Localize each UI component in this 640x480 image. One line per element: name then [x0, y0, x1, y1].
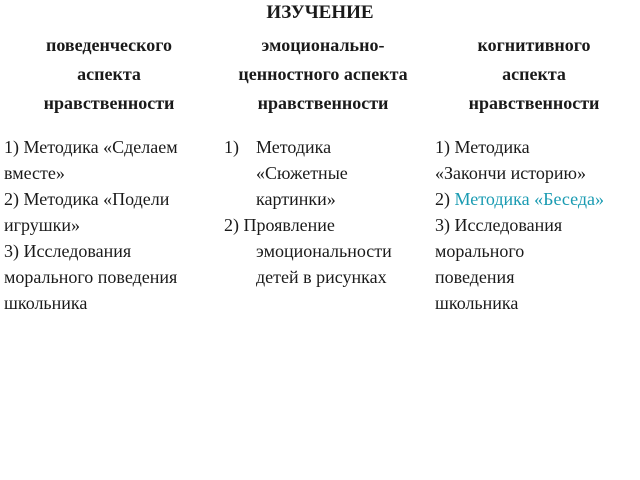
column-body-cognitive: [435, 134, 640, 316]
header-line: когнитивного: [477, 35, 591, 55]
column-body-emotional: [224, 134, 424, 290]
method-line: вместе»: [4, 163, 65, 183]
method-line: 2) Проявление: [224, 215, 335, 235]
method-line: [435, 186, 640, 212]
method-line: 1) Методика: [435, 137, 530, 157]
method-line: картинки»: [256, 189, 336, 209]
list-number: 1): [224, 137, 239, 157]
header-line: аспекта: [77, 64, 141, 84]
highlighted-method-link[interactable]: Методика «Беседа»: [454, 189, 605, 209]
method-line: детей в рисунках: [256, 267, 387, 287]
header-line: нравственности: [468, 93, 600, 113]
header-line: эмоционально-: [261, 35, 385, 55]
column-header-cognitive: [428, 31, 640, 118]
method-line: школьника: [4, 293, 88, 313]
method-text: Методика: [256, 137, 332, 157]
header-line: нравственности: [43, 93, 175, 113]
list-number: 2): [435, 189, 455, 209]
method-line: [224, 134, 424, 160]
column-header-behavioral: [0, 31, 218, 118]
method-line: 1) Методика «Сделаем: [4, 137, 178, 157]
method-line: школьника: [435, 293, 519, 313]
method-line: 3) Исследования: [4, 241, 132, 261]
method-line: поведения: [435, 267, 515, 287]
column-body-behavioral: [4, 134, 216, 316]
header-line: нравственности: [257, 93, 389, 113]
method-line: 2) Методика «Подели: [4, 189, 170, 209]
method-line: эмоциональности: [256, 241, 392, 261]
header-line: поведенческого: [45, 35, 173, 55]
method-line: «Закончи историю»: [435, 163, 586, 183]
method-line: морального поведения: [4, 267, 178, 287]
header-line: аспекта: [502, 64, 566, 84]
method-line: «Сюжетные: [256, 163, 348, 183]
page-title: ИЗУЧЕНИЕ: [266, 2, 374, 23]
method-line: морального: [435, 241, 525, 261]
method-line: 3) Исследования: [435, 215, 563, 235]
method-line: игрушки»: [4, 215, 81, 235]
column-header-emotional: [218, 31, 428, 118]
header-line: ценностного аспекта: [238, 64, 408, 84]
